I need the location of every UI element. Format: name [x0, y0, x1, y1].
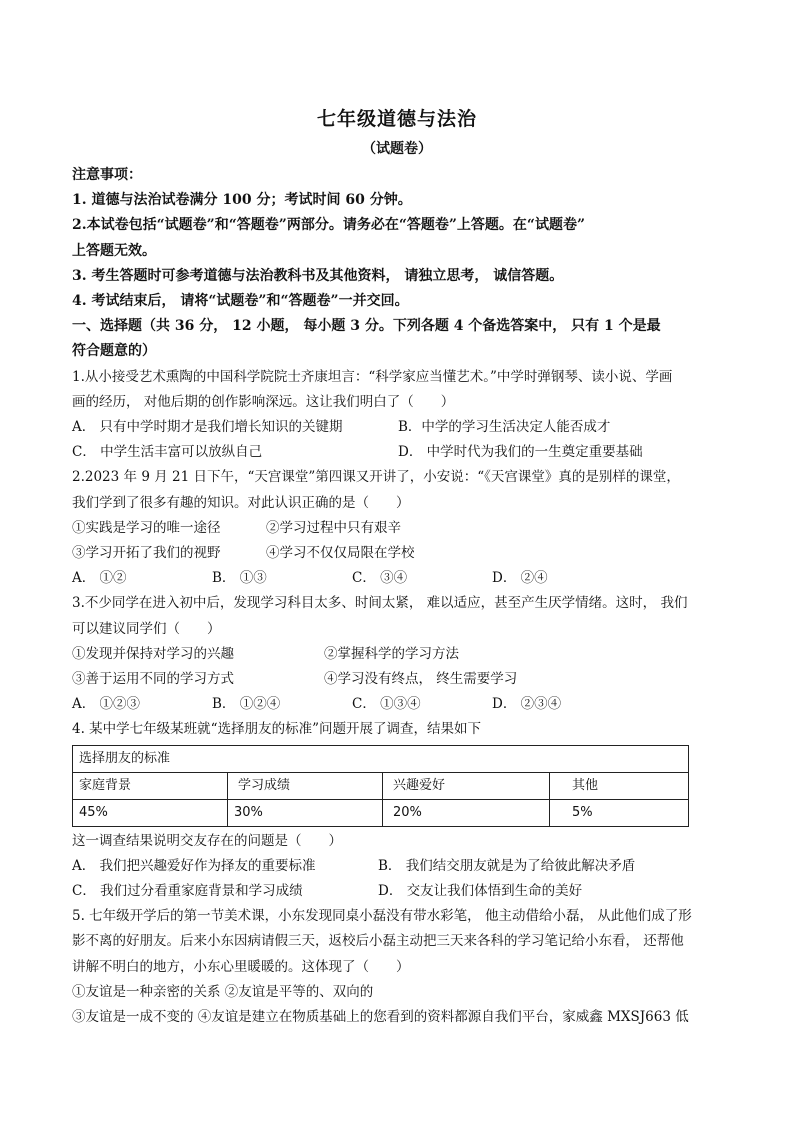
q4-option-d: D． 交友让我们体悟到生命的美好 — [378, 883, 583, 900]
q4-question: 这一调查结果说明交友存在的问题是（ ） — [72, 832, 342, 849]
q4-option-b: B． 我们结交朋友就是为了给彼此解决矛盾 — [378, 857, 636, 874]
q3-options — [72, 692, 724, 717]
q1-option-c: C． 中学生活丰富可以放纵自己 — [72, 444, 263, 461]
survey-table — [72, 745, 689, 827]
q1-options-row1 — [72, 415, 724, 440]
q3-choice-3: ③善于运用不同的学习方式 — [72, 671, 234, 688]
q3-option-b: B． ①②④ — [212, 696, 281, 713]
q2-stem-line1: 2.2023 年 9 月 21 日下午，“天宫课堂”第四课又开讲了，小安说：“《天宫课堂》真的是别样的课堂， — [72, 469, 680, 486]
q5-stem-line3: 讲解不明白的地方，小东心里暖暖的。这体现了（ ） — [72, 958, 410, 975]
note-item-3: 3. 考生答题时可参考道德与法治教科书及其他资料， 请独立思考， 诚信答题。 — [72, 267, 564, 284]
q4-stem: 4. 某中学七年级某班就“选择朋友的标准”问题开展了调查，结果如下 — [72, 721, 481, 738]
q2-options — [72, 566, 724, 591]
q1-options-row2 — [72, 440, 724, 465]
q4-options-row2 — [72, 879, 724, 904]
note-item-2: 2.本试卷包括“试题卷”和“答题卷”两部分。请务必在“答题卷”上答题。在“试题卷” — [72, 217, 586, 234]
q2-choice-2: ②学习过程中只有艰辛 — [266, 519, 401, 536]
note-item-1: 1. 道德与法治试卷满分 100 分；考试时间 60 分钟。 — [72, 192, 412, 209]
notes-heading: 注意事项： — [72, 167, 142, 183]
q1-stem-line1: 1.从小接受艺术熏陶的中国科学院院士齐康坦言：“科学家应当懂艺术。”中学时弹钢琴、读小说、学画 — [72, 368, 673, 385]
q5-choices-row1: ①友谊是一种亲密的关系 ②友谊是平等的、双向的 — [72, 983, 374, 1000]
q2-option-a: A． ①② — [72, 570, 127, 587]
survey-header-4: 其他 — [550, 772, 689, 799]
exam-content — [72, 163, 724, 1030]
survey-value-2: 30% — [228, 799, 383, 826]
survey-value-3: 20% — [383, 799, 550, 826]
survey-caption-row — [73, 745, 689, 772]
page-title: 七年级道德与法治 — [316, 108, 477, 130]
q2-option-b: B． ①③ — [212, 570, 267, 587]
q3-choice-4: ④学习没有终点， 终生需要学习 — [324, 671, 518, 688]
q5-stem-line2: 影不离的好朋友。后来小东因病请假三天，返校后小磊主动把三天来各科的学习笔记给小东看， 还帮他 — [72, 933, 684, 950]
q3-choices-row1 — [72, 642, 724, 667]
q5-stem-line1: 5. 七年级开学后的第一节美术课，小东发现同桌小磊没有带水彩笔， 他主动借给小磊， 从此他们成了形 — [72, 908, 692, 925]
note-item-4: 4. 考试结束后， 请将“试题卷”和“答题卷”一并交回。 — [72, 293, 409, 310]
section1-heading-cont: 符合题意的） — [72, 343, 156, 360]
q3-option-d: D． ②③④ — [492, 696, 562, 713]
q4-option-a: A． 我们把兴趣爱好作为择友的重要标准 — [72, 857, 316, 874]
q3-stem-line1: 3.不少同学在进入初中后，发现学习科目太多、时间太紧， 难以适应，甚至产生厌学情绪。这时， 我们 — [72, 595, 688, 612]
survey-header-2: 学习成绩 — [228, 772, 383, 799]
q3-option-a: A． ①②③ — [72, 696, 141, 713]
q2-stem-line2: 我们学到了很多有趣的知识。对此认识正确的是（ ） — [72, 494, 410, 511]
q2-choice-3: ③学习开拓了我们的视野 — [72, 545, 221, 562]
survey-value-1: 45% — [73, 799, 228, 826]
q3-option-c: C． ①③④ — [352, 696, 421, 713]
q2-choices-row2 — [72, 541, 724, 566]
q2-option-d: D． ②④ — [492, 570, 548, 587]
q3-choice-2: ②掌握科学的学习方法 — [324, 645, 459, 662]
q3-stem-line2: 可以建议同学们（ ） — [72, 620, 221, 637]
survey-value-row — [73, 799, 689, 826]
q2-option-c: C． ③④ — [352, 570, 408, 587]
survey-value-4: 5% — [550, 799, 689, 826]
survey-caption: 选择朋友的标准 — [73, 745, 689, 772]
page-subtitle: （试题卷） — [362, 141, 432, 157]
q1-option-a: A． 只有中学时期才是我们增长知识的关键期 — [72, 419, 343, 436]
q1-option-d: D． 中学时代为我们的一生奠定重要基础 — [398, 444, 643, 461]
q2-choices-row1 — [72, 516, 724, 541]
q1-stem-line2: 画的经历， 对他后期的创作影响深远。这让我们明白了（ ） — [72, 393, 455, 410]
survey-header-3: 兴趣爱好 — [383, 772, 550, 799]
q5-choices-row2: ③友谊是一成不变的 ④友谊是建立在物质基础上的您看到的资料都源自我们平台，家威鑫 MXSJ663 低 — [72, 1009, 689, 1026]
survey-header-row — [73, 772, 689, 799]
q2-choice-4: ④学习不仅仅局限在学校 — [266, 545, 415, 562]
q3-choice-1: ①发现并保持对学习的兴趣 — [72, 645, 234, 662]
note-item-2-cont: 上答题无效。 — [72, 242, 156, 259]
section1-heading: 一、选择题（共 36 分， 12 小题， 每小题 3 分。下列各题 4 个备选答案中， 只有 1 个是最 — [72, 318, 661, 335]
survey-header-1: 家庭背景 — [73, 772, 228, 799]
q1-option-b: B．中学的学习生活决定人能否成才 — [398, 419, 611, 436]
q3-choices-row2 — [72, 667, 724, 692]
q4-options-row1 — [72, 854, 724, 879]
q4-option-c: C． 我们过分看重家庭背景和学习成绩 — [72, 883, 303, 900]
q2-choice-1: ①实践是学习的唯一途径 — [72, 519, 221, 536]
